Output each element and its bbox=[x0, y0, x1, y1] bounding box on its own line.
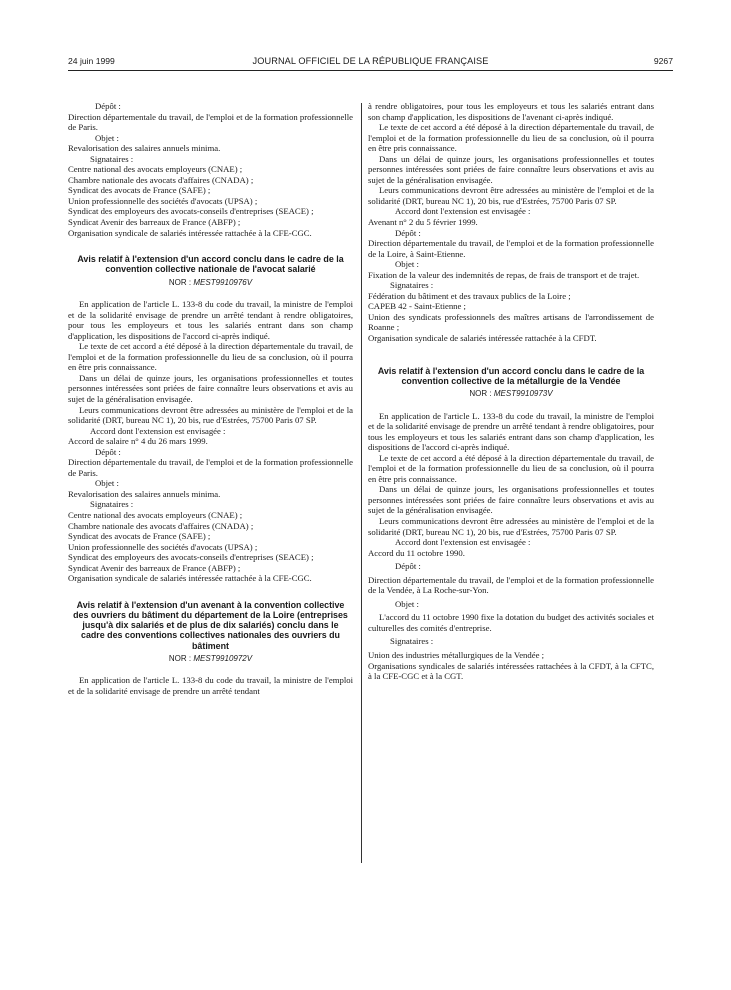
header-page-number: 9267 bbox=[653, 56, 673, 66]
signataires-list bbox=[68, 510, 353, 584]
signataire-item: Organisation syndicale de salariés intéressée rattachée à la CFE-CGC. bbox=[68, 573, 312, 584]
paragraph: Le texte de cet accord a été déposé à la direction départementale du travail, de l'emploi et de la formation professionnelle du lieu de sa conclusion, où il pourra en être pris connaissance. bbox=[68, 341, 353, 373]
signataire-item: CAPEB 42 - Saint-Etienne ; bbox=[368, 301, 466, 312]
signataire-item: Syndicat Avenir des barreaux de France (ABFP) ; bbox=[68, 562, 241, 573]
nor-code: MEST9910972V bbox=[193, 653, 253, 663]
paragraph: Leurs communications devront être adressées au ministère de l'emploi et de la solidarité (DRT, bureau NC 1), 20 bis, rue d'Estrées, 75700 Paris 07 SP. bbox=[68, 404, 353, 426]
nor-label: NOR : bbox=[168, 277, 192, 287]
signataire-item: Organisation syndicale de salariés intéressée rattachée à la CFDT. bbox=[368, 333, 597, 344]
signataire-item: Organisations syndicales de salariés intéressées rattachées à la CFDT, à la CFTC, à la CFE-CGC et à la CGT. bbox=[368, 660, 654, 682]
accord-text: Avenant n° 2 du 5 février 1999. bbox=[368, 217, 478, 228]
signataire-item: Chambre nationale des avocats d'affaires (CNADA) ; bbox=[68, 520, 254, 531]
signataires-label: Signataires : bbox=[390, 280, 434, 291]
avis-title: Avis relatif à l'extension d'un accord conclu dans le cadre de la convention collective nationale de l'avocat salarié bbox=[77, 254, 344, 275]
signataire-item: Union professionnelle des sociétés d'avocats (UPSA) ; bbox=[68, 541, 258, 552]
signataire-item: Syndicat Avenir des barreaux de France (ABFP) ; bbox=[68, 217, 241, 228]
paragraph: En application de l'article L. 133-8 du code du travail, la ministre de l'emploi et de la solidarité envisage de prendre un arrêté tendant bbox=[68, 675, 353, 696]
objet-text: Revalorisation des salaires annuels minima. bbox=[68, 488, 221, 499]
signataires-list bbox=[368, 291, 654, 344]
signataire-item: Centre national des avocats employeurs (CNAE) ; bbox=[68, 164, 243, 175]
accord-text: Accord du 11 octobre 1990. bbox=[368, 547, 465, 558]
signataires-label: Signataires : bbox=[390, 636, 434, 647]
signataire-item: Chambre nationale des avocats d'affaires (CNADA) ; bbox=[68, 174, 254, 185]
header-rule bbox=[68, 70, 673, 71]
depot-label: Dépôt : bbox=[395, 561, 421, 572]
avis-title: Avis relatif à l'extension d'un avenant à la convention collective des ouvriers du bâtiment du département de la Loire (entreprises jusqu'à dix salariés et de plus de dix salariés) conclu dans le cadre des conventions collectives nationales des ouvriers du bâtiment bbox=[73, 599, 348, 651]
right-column bbox=[368, 101, 654, 682]
signataire-item: Fédération du bâtiment et des travaux publics de la Loire ; bbox=[368, 290, 571, 301]
paragraph: Dans un délai de quinze jours, les organisations professionnelles et toutes personnes intéressées sont priées de faire connaître leurs observations et avis au sujet de la généralisation envisagée. bbox=[368, 153, 654, 185]
signataires-label: Signataires : bbox=[90, 499, 134, 510]
signataires-label: Signataires : bbox=[90, 153, 134, 164]
signataire-item: Syndicat des avocats de France (SAFE) ; bbox=[68, 531, 211, 542]
signataire-item: Union des syndicats professionnels des maîtres artisans de l'arrondissement de Roanne ; bbox=[368, 311, 654, 333]
avis-title: Avis relatif à l'extension d'un accord conclu dans le cadre de la convention collective de la métallurgie de la Vendée bbox=[377, 365, 645, 386]
objet-label: Objet : bbox=[95, 478, 119, 489]
signataires-list bbox=[68, 164, 353, 238]
nor-label: NOR : bbox=[168, 653, 192, 663]
paragraph: à rendre obligatoires, pour tous les employeurs et tous les salariés entrant dans son champ d'application, les dispositions de l'avenant ci-après indiqué. bbox=[368, 101, 654, 122]
signataire-item: Organisation syndicale de salariés intéressée rattachée à la CFE-CGC. bbox=[68, 227, 312, 238]
signataire-item: Union des industries métallurgiques de la Vendée ; bbox=[368, 650, 545, 661]
objet-label: Objet : bbox=[395, 598, 419, 609]
depot-text: Direction départementale du travail, de l'emploi et de la formation professionnelle de la Vendée, à La Roche-sur-Yon. bbox=[368, 574, 654, 596]
header-journal-title: JOURNAL OFFICIEL DE LA RÉPUBLIQUE FRANÇAISE bbox=[252, 56, 489, 66]
objet-text: Revalorisation des salaires annuels minima. bbox=[68, 143, 221, 154]
accord-label: Accord dont l'extension est envisagée : bbox=[395, 537, 531, 548]
depot-text: Direction départementale du travail, de l'emploi et de la formation professionnelle de la Loire, à Saint-Etienne. bbox=[368, 238, 654, 259]
depot-label: Dépôt : bbox=[395, 227, 421, 238]
signataire-item: Syndicat des employeurs des avocats-conseils d'entreprises (SEACE) ; bbox=[68, 552, 314, 563]
nor-reference bbox=[68, 278, 353, 289]
signataire-item: Syndicat des employeurs des avocats-conseils d'entreprises (SEACE) ; bbox=[68, 206, 314, 217]
accord-text: Accord de salaire n° 4 du 26 mars 1999. bbox=[68, 436, 208, 447]
objet-label: Objet : bbox=[395, 259, 419, 270]
paragraph: Le texte de cet accord a été déposé à la direction départementale du travail, de l'emploi et de la formation professionnelle du lieu de sa conclusion, où il pourra en être pris connaissance. bbox=[368, 122, 654, 154]
signataire-item: Centre national des avocats employeurs (CNAE) ; bbox=[68, 510, 243, 520]
paragraph: Dans un délai de quinze jours, les organisations professionnelles et toutes personnes intéressées sont priées de faire connaître leurs observations et avis au sujet de la généralisation envisagée. bbox=[68, 372, 353, 404]
depot-text: Direction départementale du travail, de l'emploi et de la formation professionnelle de Paris. bbox=[68, 457, 354, 478]
nor-label: NOR : bbox=[469, 388, 492, 398]
left-column bbox=[68, 101, 353, 696]
paragraph: Leurs communications devront être adressées au ministère de l'emploi et de la solidarité (DRT, bureau NC 1), 20 bis, rue d'Estrées, 75700 Paris 07 SP. bbox=[368, 185, 654, 206]
nor-code: MEST9910976V bbox=[193, 277, 253, 287]
paragraph: En application de l'article L. 133-8 du code du travail, la ministre de l'emploi et de la solidarité envisage de prendre un arrêté tendant à rendre obligatoires, pour tous les employeurs et tous les salariés entrant dans son champ d'application, les dispositions de l'accord ci-après indiqué. bbox=[68, 299, 353, 341]
paragraph: Le texte de cet accord a été déposé à la direction départementale du travail, de l'emploi et de la formation professionnelle du lieu de sa conclusion, où il pourra en être pris connaissance. bbox=[368, 452, 654, 484]
objet-text: Fixation de la valeur des indemnités de repas, de frais de transport et de trajet. bbox=[368, 269, 640, 280]
accord-label: Accord dont l'extension est envisagée : bbox=[395, 206, 531, 217]
depot-label: Dépôt : bbox=[95, 446, 121, 457]
header-date: 24 juin 1999 bbox=[68, 56, 115, 66]
paragraph: Dans un délai de quinze jours, les organisations professionnelles et toutes personnes intéressées sont priées de faire connaître leurs observations et avis au sujet de la généralisation envisagée. bbox=[368, 484, 654, 516]
signataires-list bbox=[368, 650, 654, 682]
signataire-item: Syndicat des avocats de France (SAFE) ; bbox=[68, 185, 211, 196]
accord-label: Accord dont l'extension est envisagée : bbox=[90, 425, 226, 436]
depot-text: Direction départementale du travail, de l'emploi et de la formation professionnelle de Paris. bbox=[68, 111, 354, 133]
paragraph: Leurs communications devront être adressées au ministère de l'emploi et de la solidarité (DRT, bureau NC 1), 20 bis, rue d'Estrées, 75700 Paris 07 SP. bbox=[368, 516, 654, 537]
objet-text: L'accord du 11 octobre 1990 fixe la dotation du budget des activités sociales et culturelles des comités d'entreprise. bbox=[368, 612, 654, 633]
nor-reference bbox=[68, 654, 353, 665]
nor-code: MEST9910973V bbox=[493, 388, 553, 398]
nor-reference bbox=[368, 389, 654, 400]
signataire-item: Union professionnelle des sociétés d'avocats (UPSA) ; bbox=[68, 195, 258, 206]
depot-label: Dépôt : bbox=[95, 101, 121, 111]
column-divider bbox=[361, 103, 362, 863]
paragraph: En application de l'article L. 133-8 du code du travail, la ministre de l'emploi et de la solidarité envisage de prendre un arrêté tendant à rendre obligatoires, pour tous les employeurs et tous les salariés entrant dans son champ d'application, les dispositions de l'accord ci-après indiqué. bbox=[368, 410, 654, 453]
objet-label: Objet : bbox=[95, 132, 119, 143]
page-header bbox=[68, 56, 673, 70]
